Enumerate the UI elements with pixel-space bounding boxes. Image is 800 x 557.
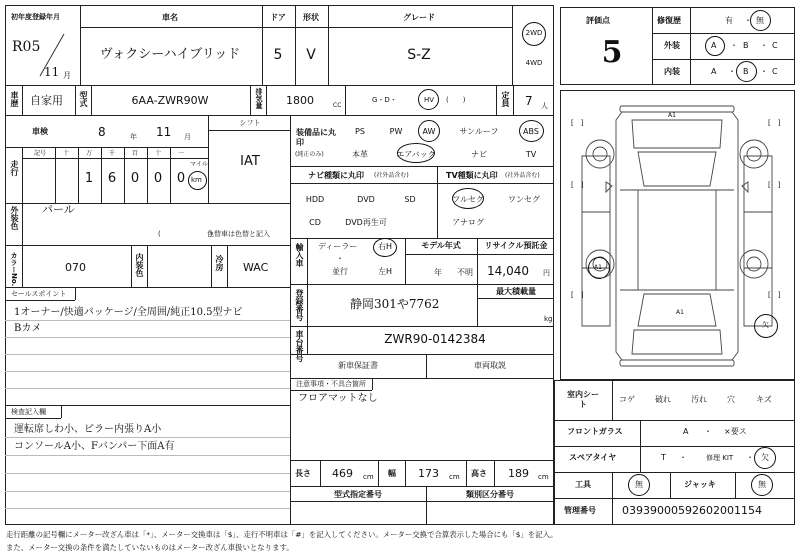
inspect-line2: コンソールA小、Fバンパー下面A有	[14, 441, 175, 452]
colorno-value: 070	[65, 261, 86, 274]
recycle-value: 14,040	[487, 264, 529, 278]
tv-title: TV種類に丸印	[446, 171, 498, 180]
modelyear-fumei: 不明	[457, 268, 473, 277]
diag-bracket-5: [ ]	[571, 291, 584, 299]
int-b: B	[743, 67, 749, 76]
int-c: C	[772, 67, 778, 76]
plate-label: 登録番号	[295, 289, 304, 321]
equip-tv: TV	[525, 150, 537, 159]
colorno-label: カラーNo.	[10, 252, 18, 287]
navi-cd: CD	[309, 218, 321, 227]
aircon-value: WAC	[243, 261, 269, 274]
spare-dot2: ・	[746, 453, 754, 462]
points-line1: 1オーナー/快適パッケージ/全周囲/純正10.5型ナビ	[14, 307, 243, 318]
tv-sub: (社外品含む)	[505, 172, 540, 179]
navi-dvd-play: DVD再生可	[345, 218, 387, 227]
diag-bracket-1: [ ]	[571, 119, 584, 127]
notes-label: 注意事項・不具合箇所	[296, 380, 366, 388]
int-dot1: ・	[728, 67, 736, 76]
dims-h-label: 高さ	[471, 469, 487, 478]
grade-value: S-Z	[407, 47, 431, 63]
dims-w-label: 幅	[388, 469, 396, 478]
aircon-label: 冷房	[215, 255, 224, 271]
seat-yabure: 破れ	[655, 395, 671, 404]
mileage-digit-3: 0	[153, 171, 163, 186]
diag-bracket-2: [ ]	[768, 119, 781, 127]
spare-t: T	[661, 453, 666, 462]
grade-label: グレード	[403, 13, 435, 22]
import-dot: ・	[336, 254, 344, 263]
glass-dot: ・	[704, 427, 712, 436]
import-heiko: 並行	[332, 267, 348, 276]
use-label: 車歴	[10, 91, 19, 107]
seat-ana: 穴	[727, 395, 735, 404]
drive-4wd: 4WD	[525, 59, 543, 67]
equip-leather: 本革	[352, 150, 368, 159]
shift-label: シフト	[239, 119, 261, 127]
disp-unit: CC	[333, 102, 342, 109]
mileage-unit-0: 十	[62, 150, 70, 157]
shift-value: IAT	[240, 154, 260, 169]
equip-pw: PW	[389, 127, 403, 136]
ext-dot2: ・	[760, 41, 768, 50]
reg-month-unit: 月	[63, 71, 71, 80]
diag-bracket-3: [ ]	[571, 181, 584, 189]
interior-label: 内装色	[135, 253, 144, 277]
equip-abs: ABS	[523, 127, 539, 136]
model-label: 型式	[79, 91, 88, 107]
cap-label: 定員	[501, 91, 510, 107]
glass-x: ×要ス	[724, 427, 747, 436]
mileage-unit-5: 一	[177, 150, 185, 157]
disp-value: 1800	[286, 94, 314, 107]
mileage-unit-4: 十	[154, 150, 162, 157]
car-name: ヴォクシーハイブリッド	[99, 47, 241, 62]
shape-value: V	[306, 47, 316, 63]
fuel-hv: HV	[424, 96, 435, 104]
mileage-unit-3: 百	[131, 150, 139, 157]
mileage-kigo: 記号	[34, 150, 47, 157]
diag-bracket-4: [ ]	[768, 181, 781, 189]
ext-dot1: ・	[730, 41, 738, 50]
modelyear-nen: 年	[434, 268, 442, 277]
tools-label: 工具	[575, 480, 591, 489]
jack-label: ジャッキ	[684, 480, 716, 489]
door-value: 5	[273, 47, 283, 63]
equip-sunroof: サンルーフ	[459, 127, 499, 136]
spare-kit: 修理 KIT	[706, 454, 734, 462]
diag-mark-rear: A1	[676, 309, 684, 316]
dims-len-unit: cm	[363, 473, 374, 481]
int-a: A	[711, 67, 717, 76]
points-label: セールスポイント	[11, 290, 67, 298]
navi-sd: SD	[404, 195, 416, 204]
dims-w: 173	[418, 467, 439, 480]
mgmt-label: 管理番号	[564, 506, 596, 515]
navi-dvd: DVD	[357, 195, 375, 204]
bottom-designate: 型式指定番号	[334, 490, 382, 499]
seat-label: 室内シート	[567, 390, 599, 410]
mileage-digit-0: 1	[84, 171, 94, 186]
diag-bracket-6: [ ]	[768, 291, 781, 299]
seat-kizu: キズ	[756, 395, 772, 404]
mileage-digit-2: 0	[130, 171, 140, 186]
dims-len-label: 長さ	[295, 469, 311, 478]
plate-value: 静岡301や7762	[350, 297, 440, 311]
ext-b: B	[743, 41, 749, 50]
shaken-month-unit: 月	[184, 133, 191, 141]
tv-oneseg: ワンセグ	[508, 195, 540, 204]
glass-a: A	[683, 427, 689, 436]
dims-len: 469	[332, 467, 353, 480]
shaken-label: 車検	[32, 127, 48, 136]
cap-value: 7	[525, 94, 533, 108]
mileage-digit-4: 0	[176, 171, 186, 186]
equip-label: 装備品に丸印	[296, 128, 336, 147]
diag-mark-ketsu: 欠	[762, 321, 769, 329]
spare-label: スペアタイヤ	[569, 453, 617, 462]
color-label: 外装色	[10, 206, 19, 230]
seat-koge: コゲ	[619, 395, 635, 404]
mileage-unit-2: 千	[108, 150, 116, 157]
color-value: パール	[42, 203, 75, 216]
mileage-mile: マイル	[190, 161, 208, 168]
mileage-label: 走行	[10, 160, 19, 176]
inspect-label: 検査記入欄	[11, 408, 46, 416]
equip-sub: (純正のみ)	[295, 151, 324, 158]
score-label: 評価点	[586, 16, 610, 25]
dims-w-unit: cm	[449, 473, 460, 481]
repair-dot: ・	[744, 16, 752, 25]
mgmt-value: 03939000592602001154	[622, 504, 762, 517]
ext-a: A	[711, 41, 717, 50]
score-value: 5	[601, 35, 623, 70]
jack-value: 無	[758, 480, 766, 489]
equip-airbag: エアバック	[396, 150, 436, 159]
chassis-label: 車台番号	[295, 330, 304, 362]
recycle-label: リサイクル預託金	[484, 241, 548, 250]
navi-title: ナビ種類に丸印	[308, 171, 364, 180]
use-value: 自家用	[30, 94, 63, 107]
color-note-paren: ( )	[158, 230, 213, 238]
import-label: 輸入車	[295, 243, 304, 267]
color-note: 色替車は色替と記入	[207, 230, 270, 238]
recycle-unit: 円	[543, 269, 550, 277]
tv-fullseg: フルセグ	[452, 195, 484, 204]
chassis-value: ZWR90-0142384	[384, 332, 486, 346]
dims-h: 189	[508, 467, 529, 480]
inspect-line1: 運転席しわ小、ピラー内張りA小	[14, 424, 162, 435]
repair-no: 無	[756, 16, 764, 25]
maxload-label: 最大積載量	[496, 287, 536, 296]
shaken-year-unit: 年	[130, 133, 137, 141]
shape-label: 形状	[303, 13, 319, 22]
int-dot2: ・	[760, 67, 768, 76]
docs-new: 新車保証書	[338, 361, 378, 370]
ext-label: 外装	[664, 41, 680, 50]
equip-ps: PS	[355, 127, 365, 136]
tools-value: 無	[635, 480, 643, 489]
import-dealer: ディーラー	[318, 242, 358, 251]
fuel-hv-circle	[418, 89, 439, 110]
glass-label: フロントガラス	[567, 427, 623, 436]
int-label: 内装	[664, 67, 680, 76]
spare-dot1: ・	[679, 453, 687, 462]
navi-sub: (社外品含む)	[374, 172, 409, 179]
mileage-unit-1: 万	[85, 150, 93, 157]
diag-mark-left: A1	[594, 264, 602, 271]
maxload-unit: kg	[544, 315, 553, 323]
docs-manual: 車両取説	[474, 361, 506, 370]
cap-unit: 人	[541, 102, 548, 110]
equip-aw: AW	[422, 127, 436, 136]
repair-yes: 有	[725, 16, 733, 25]
footer-line2: また、メーター交換の条件を満たしていないものはメーター改ざん車扱いとなります。	[6, 543, 294, 552]
import-left: 左H	[377, 267, 393, 276]
diag-mark-front: A1	[668, 112, 676, 119]
shaken-month: 11	[156, 125, 172, 139]
notes-value: フロアマットなし	[298, 393, 378, 404]
equip-navi: ナビ	[471, 150, 487, 159]
repair-label: 修復歴	[657, 16, 681, 25]
fuel-other: ( )	[446, 96, 466, 104]
import-right: 右H	[377, 242, 393, 251]
ext-c: C	[772, 41, 778, 50]
navi-hdd: HDD	[305, 195, 325, 204]
shaken-year: 8	[98, 125, 106, 139]
fuel-options: G・D・	[372, 96, 397, 104]
spare-ketsu: 欠	[761, 453, 769, 462]
model-value: 6AA-ZWR90W	[131, 94, 209, 107]
disp-label: 排気量	[255, 88, 263, 109]
reg-label: 初年度登録年月	[11, 13, 60, 21]
seat-yogore: 汚れ	[691, 395, 707, 404]
tv-analog: アナログ	[452, 218, 484, 227]
drive-2wd: 2WD	[525, 29, 543, 37]
dims-h-unit: cm	[538, 473, 549, 481]
car-label: 車名	[162, 13, 178, 22]
modelyear-label: モデル年式	[421, 241, 461, 250]
door-label: ドア	[270, 13, 286, 22]
reg-era: R05	[12, 39, 41, 55]
mileage-km: km	[191, 176, 202, 184]
reg-month: 11	[44, 65, 60, 79]
points-line2: Bカメ	[14, 323, 42, 334]
bottom-category: 類別区分番号	[466, 490, 514, 499]
mileage-digit-1: 6	[107, 171, 117, 186]
footer-line1: 走行距離の記号欄にメーター改ざん車は「*」、メーター交換車は「$」、走行不明車は「#」を記入してください。メーター交換で合算表示した場合にも「$」を記入。	[6, 530, 558, 539]
